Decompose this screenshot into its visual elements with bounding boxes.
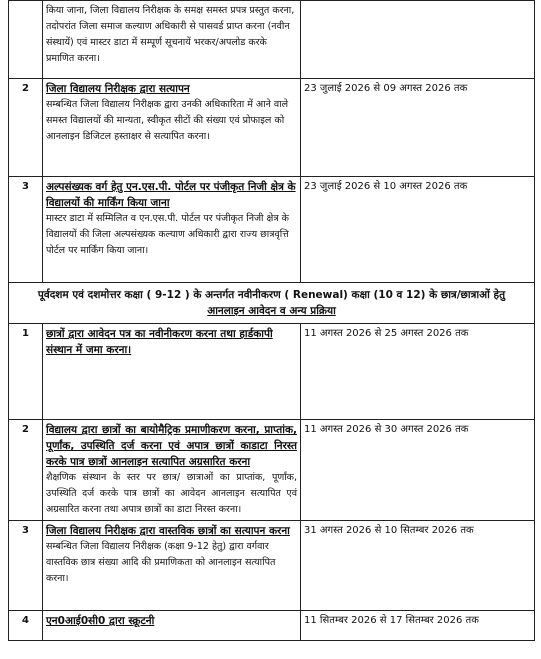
row-date: 31 अगस्त 2026 से 10 सितम्बर 2026 तक (301, 521, 535, 611)
row-number: 2 (9, 79, 43, 177)
row-body-text: किया जाना, जिला विद्यालय निरीक्षक के समक्ष समस्त प्रपत्र प्रस्तुत करना, तदोपरांत जिला समाज कल्याण अधिकारी से पासवर्ड प्राप्त करना (नवीन संस्थायें) एवं मास्टर डाटा में सम्पूर्ण सूचनायें भरकर/अपलोड करके प्रमाणित करना। (46, 5, 295, 64)
section-title: पूर्वदशम एवं दशमोत्तर कक्षा ( 9-12 ) के अन्तर्गत नवीनीकरण ( Renewal) कक्षा (10 व 12) के छात्र/छात्राओं हेतु (37, 289, 506, 301)
row-description (43, 1, 301, 79)
row-body-text: मास्टर डाटा में सम्मिलित व एन.एस.पी. पोर्टल पर पंजीकृत निजी क्षेत्र के विद्यालयों की जिला अल्पसंख्यक कल्याण अधिकारी द्वारा राज्य छात्रवृत्ति पोर्टल पर मार्किंग किया जाना। (46, 213, 289, 256)
table-row (9, 521, 535, 611)
row-heading: एन0आई0सी0 द्वारा स्क्रूटनी (46, 615, 155, 627)
row-description (43, 324, 301, 420)
row-date: 23 जुलाई 2026 से 09 अगस्त 2026 तक (301, 79, 535, 177)
schedule-table (8, 0, 535, 641)
row-date: 11 सितम्बर 2026 से 17 सितम्बर 2026 तक (301, 611, 535, 641)
row-body-text: सम्बन्धित जिला विद्यालय निरीक्षक (कक्षा 9-12 हेतु) द्वारा वर्गवार वास्तविक छात्र संख्या आदि की प्रमाणिकता को आनलाइन सत्यापित करना। (46, 541, 276, 584)
row-body-text: शैक्षणिक संस्थान के स्तर पर छात्र/ छात्राओं का प्राप्तांक, पूर्णांक, उपस्थिति दर्ज करके पात्र छात्रों का आवेदन आनलाइन सत्यापित एवं अग्रसारित करना तथा अपात्र छात्रों का डाटा निरस्त करना। (46, 472, 297, 515)
row-description (43, 521, 301, 611)
row-heading: विद्यालय द्वारा छात्रों का बायोमैट्रिक प्रमाणीकरण करना, प्राप्तांक, पूर्णांक, उपस्थिति दर्ज करना एवं अपात्र छात्रों काडाटा निरस्त करके पात्र छात्रों आनलाइन सत्यापित अग्रसारित करना (46, 424, 297, 468)
section-header (9, 283, 535, 324)
row-heading: अल्पसंख्यक वर्ग हेतु एन.एस.पी. पोर्टल पर पंजीकृत निजी क्षेत्र के विद्यालयों की मार्किंग किया जाना (46, 181, 296, 209)
table-row (9, 611, 535, 641)
row-number: 3 (9, 521, 43, 611)
row-number: 2 (9, 420, 43, 521)
row-number (9, 1, 43, 79)
row-description (43, 420, 301, 521)
table-row (9, 177, 535, 283)
row-heading: जिला विद्यालय निरीक्षक द्वारा सत्यापन (46, 83, 190, 95)
table-row (9, 324, 535, 420)
row-number: 3 (9, 177, 43, 283)
row-date: 11 अगस्त 2026 से 25 अगस्त 2026 तक (301, 324, 535, 420)
row-description (43, 177, 301, 283)
section-header-row (9, 283, 535, 324)
row-number: 1 (9, 324, 43, 420)
row-body-text: सम्बन्धित जिला विद्यालय निरीक्षक द्वारा उनकी अधिकारिता में आने वाले समस्त विद्यालयों की मान्यता, स्वीकृत सीटों की संख्या एवं प्रोफाइल को आनलाइन डिजिटल हस्ताक्षर से सत्यापित करना। (46, 99, 289, 142)
table-row (9, 79, 535, 177)
row-description (43, 79, 301, 177)
row-heading: छात्रों द्वारा आवेदन पत्र का नवीनीकरण करना तथा हार्डकापी संस्थान में जमा करना। (46, 328, 273, 356)
table-row (9, 420, 535, 521)
row-description (43, 611, 301, 641)
row-date (301, 1, 535, 79)
section-subtitle: आनलाइन आवेदन व अन्य प्रक्रिया (207, 305, 336, 317)
row-heading: जिला विद्यालय निरीक्षक द्वारा वास्तविक छात्रों का सत्यापन करना (46, 525, 290, 537)
row-date: 11 अगस्त 2026 से 30 अगस्त 2026 तक (301, 420, 535, 521)
table-row (9, 1, 535, 79)
row-date: 23 जुलाई 2026 से 10 अगस्त 2026 तक (301, 177, 535, 283)
row-number: 4 (9, 611, 43, 641)
